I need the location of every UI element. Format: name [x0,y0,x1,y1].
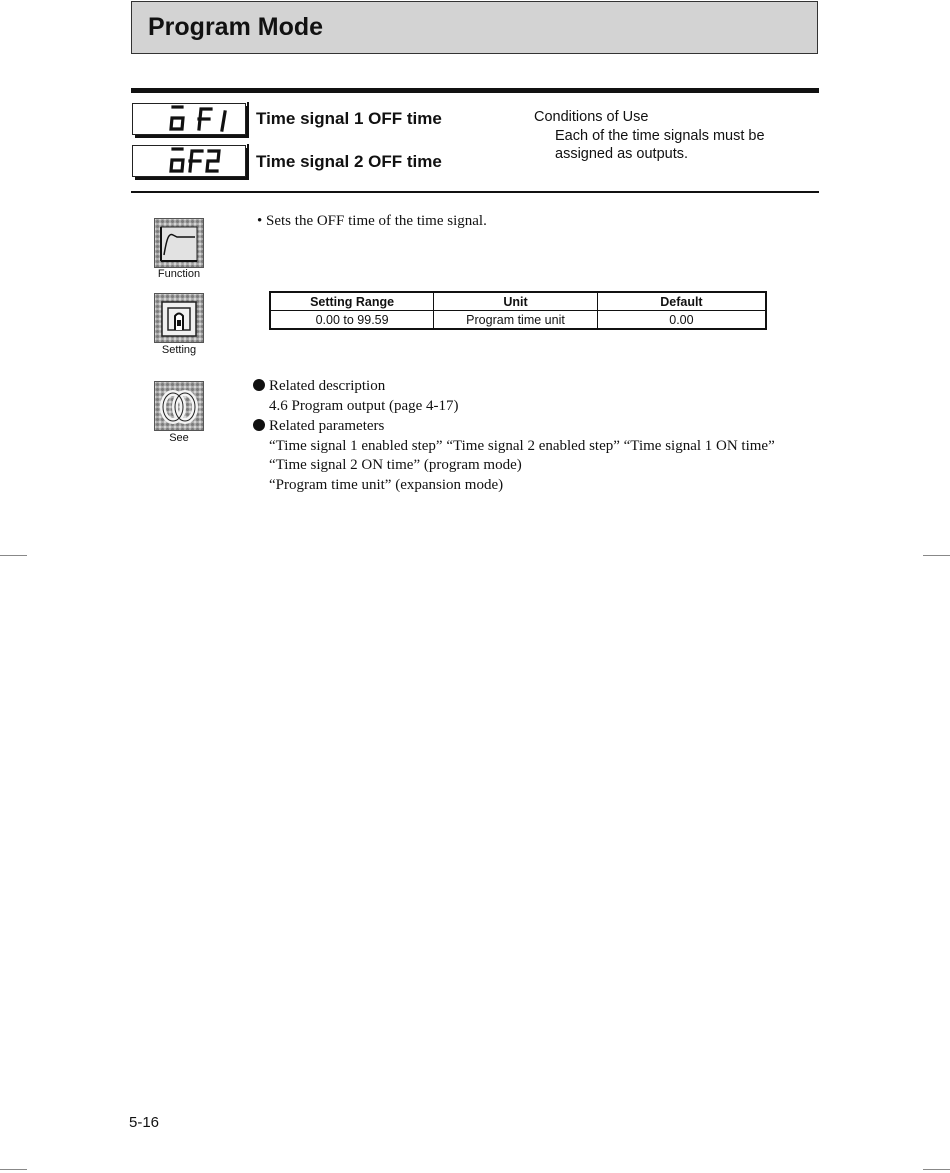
related-description [253,377,809,416]
function-icon [154,218,204,268]
page-header [131,1,818,54]
table-header-default: Default [597,292,766,311]
setting-label: Setting [161,344,197,356]
table-cell-unit: Program time unit [434,311,598,330]
lcd-display-of1 [132,103,246,135]
see-label: See [169,432,189,444]
crop-mark-left [0,555,27,556]
table-header-unit: Unit [434,292,598,311]
table-cell-default: 0.00 [597,311,766,330]
lcd-display-of2 [132,145,246,177]
parameter-name-1: Time signal 1 OFF time [256,109,442,128]
table-cell-setting-range: 0.00 to 99.59 [270,311,434,330]
parameter-divider-1 [247,102,249,136]
parameter-divider-2 [247,144,249,178]
section-rule-top [131,88,819,93]
related-parameters-line1: “Time signal 1 enabled step” “Time signal 2 enabled step” “Time signal 1 ON time” “Time signal 2 ON time” (program mode) [269,437,775,473]
page-title: Program Mode [148,13,324,41]
related-description-text: 4.6 Program output (page 4-17) [269,397,459,414]
lcd-of2-icon [133,146,245,176]
bullet-mark: • [257,213,263,229]
page-number: 5-16 [129,1114,160,1131]
settings-table [269,291,767,330]
function-text: Sets the OFF time of the time signal. [266,213,487,229]
setting-icon [154,293,204,343]
related-parameters [253,417,809,495]
see-icon [154,381,204,431]
function-label: Function [157,268,201,280]
bullet-dot-icon [253,379,265,391]
function-description [257,213,487,230]
conditions-text: Each of the time signals must be assigned as outputs. [555,128,765,162]
table-header-setting-range: Setting Range [270,292,434,311]
table-header-row [270,292,766,311]
bullet-dot-icon [253,419,265,431]
conditions-title: Conditions of Use [534,109,649,125]
crop-mark-bottom-left [0,1169,27,1170]
table-row [270,311,766,330]
related-description-title: Related description [269,378,386,394]
lcd-of1-icon [133,104,245,134]
related-parameters-title: Related parameters [269,418,385,434]
crop-mark-right [923,555,950,556]
section-rule-bottom [131,191,819,193]
crop-mark-bottom-right [923,1169,950,1170]
related-parameters-line2: “Program time unit” (expansion mode) [269,476,504,493]
parameter-name-2: Time signal 2 OFF time [256,152,442,171]
